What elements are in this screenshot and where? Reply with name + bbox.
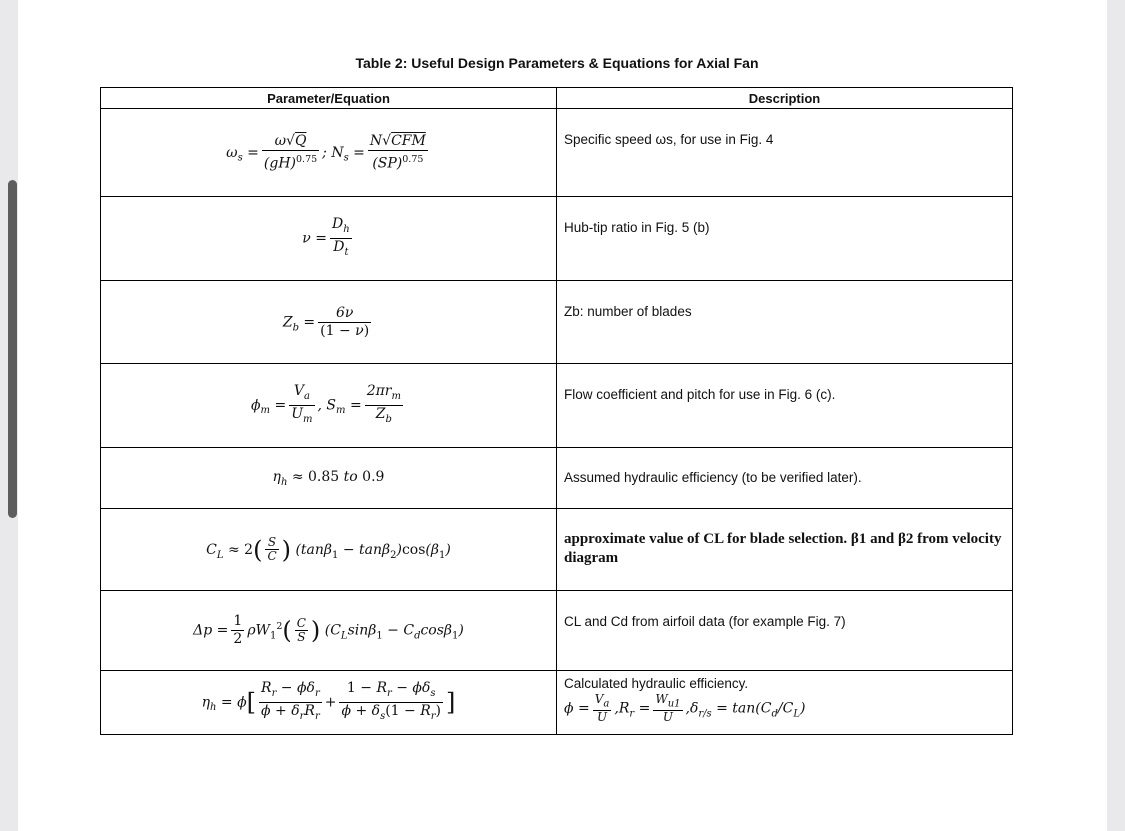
description-cell: Zb: number of blades <box>557 281 1013 364</box>
table-row <box>101 281 1013 364</box>
vertical-scrollbar[interactable] <box>8 180 17 518</box>
description-cell: approximate value of CL for blade selection. β1 and β2 from velocity diagram <box>557 509 1013 591</box>
description-cell: Assumed hydraulic efficiency (to be verified later). <box>557 448 1013 509</box>
table-row <box>101 448 1013 509</box>
table-header-row <box>101 88 1013 109</box>
description-text: Calculated hydraulic efficiency. <box>564 676 749 691</box>
table-row <box>101 197 1013 281</box>
header-description: Description <box>557 88 1013 109</box>
equation-flow-coefficient: $\phi_m$ = $\frac{V_a}{U_m}$ , $S_m$ = $\frac{2\pi r_m}{Z_b}$ <box>101 364 557 448</box>
description-cell: Hub-tip ratio in Fig. 5 (b) <box>557 197 1013 281</box>
design-parameters-table <box>100 87 1013 735</box>
table-row <box>101 591 1013 671</box>
equation-lift-coefficient: $C_L \approx 2$( $\frac{S}{C}$ ) $(\tan\beta_1 - \tan\beta_2)\cos(\beta_1)$ <box>101 509 557 591</box>
equation-specific-speed: $\omega_s$ = $\frac{\omega√Q}{(gH)^{0.75}}$ ; $N_s$ = $\frac{\text{N√CFM}}{(SP)^{0.75}}$ <box>101 109 557 197</box>
equation-calculated-efficiency: $\eta_h = \phi$[ $\frac{R_r - \phi\delta_r}{\phi + \delta_rR_r}$ + $\frac{1 - R_r - \phi\delta_s}{\phi + \delta_s(1 - R_r)}$ ] <box>101 671 557 735</box>
description-cell: Specific speed ωs, for use in Fig. 4 <box>557 109 1013 197</box>
table-title: Table 2: Useful Design Parameters & Equations for Axial Fan <box>355 55 759 71</box>
equation-hub-tip-ratio: ν = $\frac{D_h}{D_t}$ <box>101 197 557 281</box>
equation-assumed-efficiency: $\eta_h \approx 0.85$ to 0.9 <box>101 448 557 509</box>
description-formula: ϕ = $\frac{V_a}{U}$ $,R_r$ = $\frac{W_{u1}}{U}$ $,\delta_{r/s} = \tan(C_d/C_L)$ <box>564 692 806 725</box>
description-cell <box>557 671 1013 735</box>
document-page <box>18 0 1107 831</box>
equation-number-of-blades: $Z_b$ = $\frac{6\nu}{(1 - \nu)}$ <box>101 281 557 364</box>
table-row <box>101 509 1013 591</box>
equation-pressure-rise: Δp = $\frac{1}{2}$ $\rho W_1^2$( $\frac{C}{S}$ ) $(C_L\sin\beta_1 - C_d\cos\beta_1)$ <box>101 591 557 671</box>
table-row <box>101 671 1013 735</box>
description-cell: CL and Cd from airfoil data (for example Fig. 7) <box>557 591 1013 671</box>
table-row <box>101 109 1013 197</box>
description-cell: Flow coefficient and pitch for use in Fig. 6 (c). <box>557 364 1013 448</box>
header-parameter-equation: Parameter/Equation <box>101 88 557 109</box>
table-row <box>101 364 1013 448</box>
